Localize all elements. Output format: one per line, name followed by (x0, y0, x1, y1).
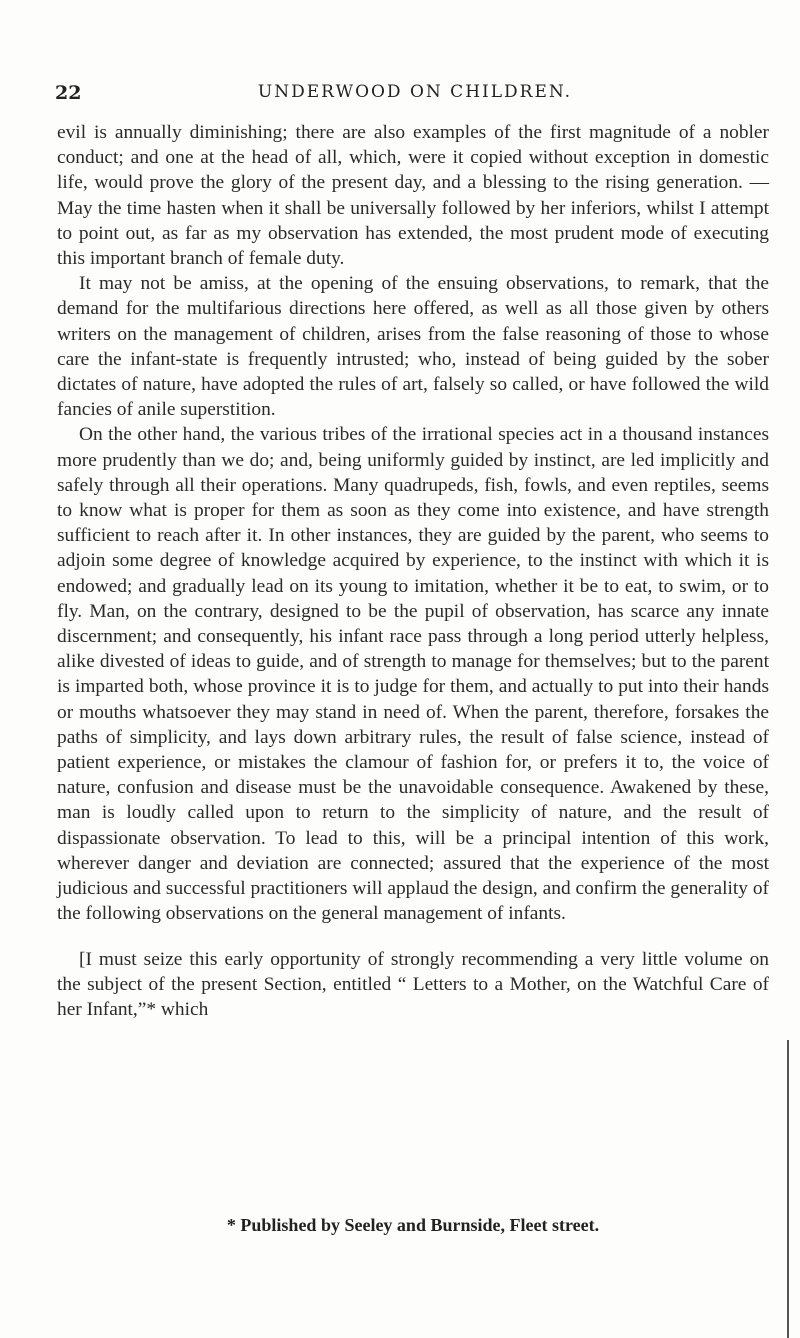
paragraph: On the other hand, the various tribes of the irrational species act in a thousand instances more prudently than we do; and, being uniformly guided by instinct, are led implicitly and safely through all their operations. Many quadrupeds, fish, fowls, and even reptiles, seems to know what is proper for them as soon as they come into existence, and have strength sufficient to reach after it. In other instances, they are guided by the parent, who seems to adjoin some degree of knowledge acquired by experience, to the instinct with which it is endowed; and gradually lead on its young to imitation, whether it be to eat, to swim, or to fly. Man, on the contrary, designed to be the pupil of observation, has scarce any innate discernment; and consequently, his infant race pass through a long period utterly helpless, alike divested of ideas to guide, and of strength to manage for themselves; but to the parent is imparted both, whose province it is to judge for them, and actually to put into their hands or mouths whatsoever they may stand in need of. When the parent, therefore, forsakes the paths of simplicity, and lays down arbitrary rules, the result of false science, instead of patient experience, or mistakes the clamour of fashion for, or prefers it to, the voice of nature, confusion and disease must be the unavoidable consequence. Awakened by these, man is loudly called upon to return to the simplicity of nature, and the result of dispassionate observation. To lead to this, will be a principal intention of this work, wherever danger and deviation are connected; assured that the experience of the most judicious and successful practitioners will applaud the design, and confirm the generality of the following observations on the general management of infants. (57, 424, 769, 925)
footnote: * Published by Seeley and Burnside, Fleet street. (226, 1215, 600, 1235)
page-number: 22 (55, 82, 82, 104)
running-title: UNDERWOOD ON CHILDREN. (257, 82, 573, 102)
page-header (55, 82, 775, 112)
page-body (57, 120, 769, 1022)
page-edge-shadow (787, 1040, 789, 1338)
paragraph-continued: evil is annually diminishing; there are also examples of the first magnitude of a nobler conduct; and one at the head of all, which, were it copied without exception in domestic life, would prove the glory of the present day, and a blessing to the rising generation. — May the time hasten when it shall be universally followed by her inferiors, whilst I attempt to point out, as far as my observation has extended, the most prudent mode of executing this important branch of female duty. (57, 122, 769, 270)
editor-note-paragraph: [I must seize this early opportunity of strongly recommending a very little volume on the subject of the present Section, entitled “ Letters to a Mother, on the Watchful Care of her Infant,”* which (57, 948, 769, 1020)
paragraph: It may not be amiss, at the opening of the ensuing observations, to remark, that the demand for the multifarious directions here offered, as well as all those given by others writers on the management of children, arises from the false reasoning of those to whose care the infant-state is frequently intrusted; who, instead of being guided by the sober dictates of nature, have adopted the rules of art, falsely so called, or have followed the wild fancies of anile superstition. (57, 273, 769, 421)
